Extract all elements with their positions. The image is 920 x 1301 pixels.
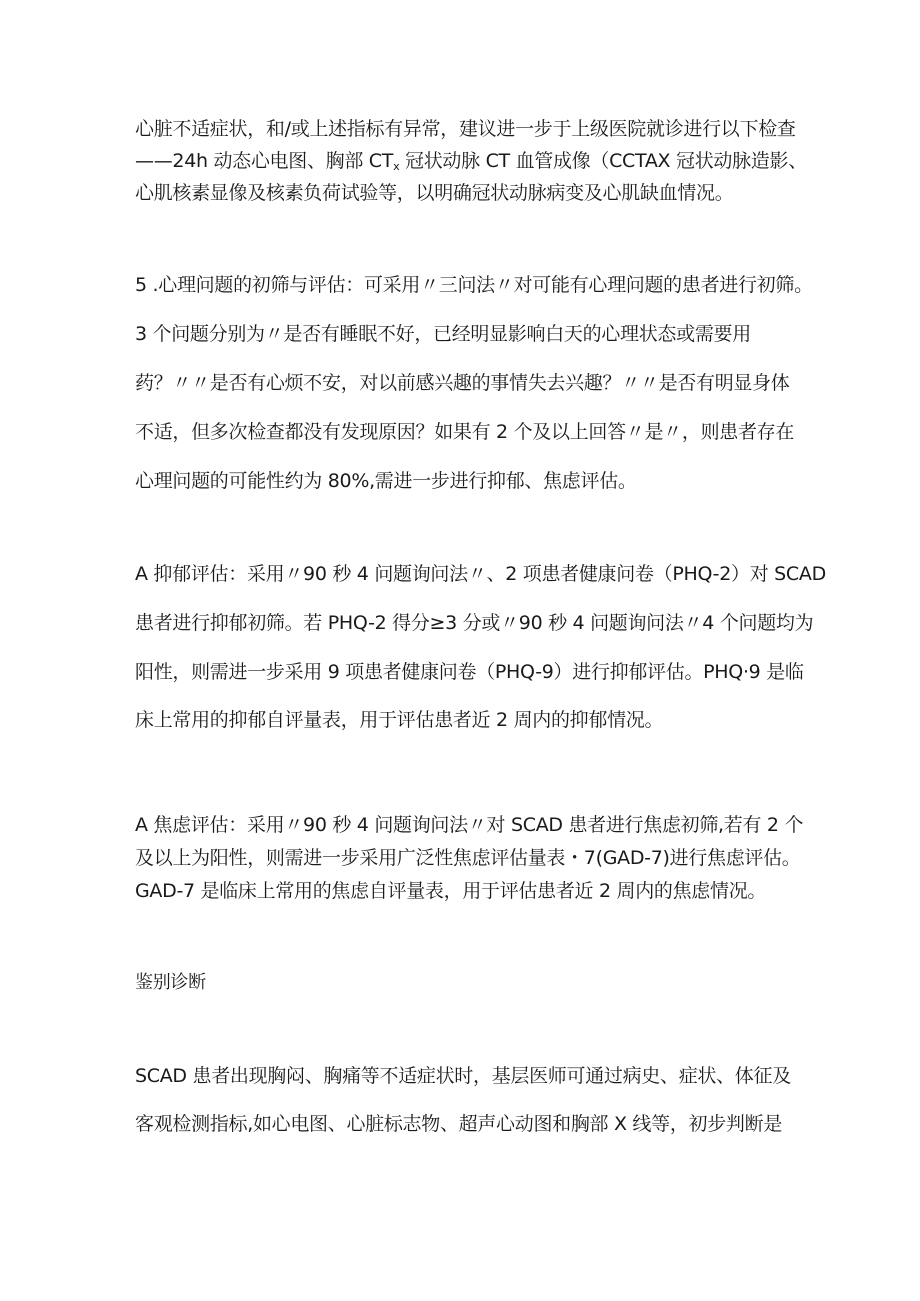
para1-line2-pre: ——24h 动态心电图、胸部 CT — [135, 150, 394, 172]
para2-line5: 心理问题的可能性约为 80%,需进一步进行抑郁、焦虑评估。 — [135, 470, 637, 492]
para4-line3: GAD-7 是临床上常用的焦虑自评量表，用于评估患者近 2 周内的焦虑情况。 — [135, 880, 767, 902]
para3-line4: 床上常用的抑郁自评量表，用于评估患者近 2 周内的抑郁情况。 — [135, 709, 664, 731]
section-heading: 鉴别诊断 — [135, 972, 206, 993]
para1-line2 — [135, 148, 807, 180]
para2-line2: 3 个问题分别为〃是否有睡眠不好，已经明显影响白天的心理状态或需要用 — [135, 323, 751, 345]
para3-line1: A 抑郁评估：采用〃90 秒 4 问题询问法〃、2 项患者健康问卷（PHQ-2）对 SCAD — [135, 563, 826, 585]
para2-line3: 药？〃〃是否有心烦不安，对以前感兴趣的事情失去兴趣？〃〃是否有明显身体 — [135, 372, 790, 394]
para2-line4: 不适，但多次检查都没有发现原因？如果有 2 个及以上回答〃是〃，则患者存在 — [135, 421, 795, 443]
para4-line2: 及以上为阳性，则需进一步采用广泛性焦虑评估量表・7(GAD-7)进行焦虑评估。 — [135, 847, 801, 869]
para3-line2: 患者进行抑郁初筛。若 PHQ-2 得分≥3 分或〃90 秒 4 问题询问法〃4 个问题均为 — [135, 612, 814, 634]
para4-line1: A 焦虑评估：采用〃90 秒 4 问题询问法〃对 SCAD 患者进行焦虑初筛,若有 2 个 — [135, 814, 804, 836]
para1-line3: 心肌核素显像及核素负荷试验等，以明确冠状动脉病变及心肌缺血情况。 — [135, 182, 734, 204]
para3-line3: 阳性，则需进一步采用 9 项患者健康问卷（PHQ-9）进行抑郁评估。PHQ·9 是临 — [135, 661, 804, 683]
para1-line2-subscript: x — [393, 160, 400, 173]
para1-line1: 心脏不适症状，和/或上述指标有异常，建议进一步于上级医院就诊进行以下检查 — [135, 118, 796, 140]
para5-line1: SCAD 患者出现胸闷、胸痛等不适症状时，基层医师可通过病史、症状、体征及 — [135, 1065, 791, 1087]
para1-line2-post: 冠状动脉 CT 血管成像（CCTAX 冠状动脉造影、 — [399, 150, 807, 172]
para5-line2: 客观检测指标,如心电图、心脏标志物、超声心动图和胸部 X 线等，初步判断是 — [135, 1113, 783, 1135]
para2-line1: 5 .心理问题的初筛与评估：可采用〃三问法〃对可能有心理问题的患者进行初筛。 — [135, 274, 813, 296]
